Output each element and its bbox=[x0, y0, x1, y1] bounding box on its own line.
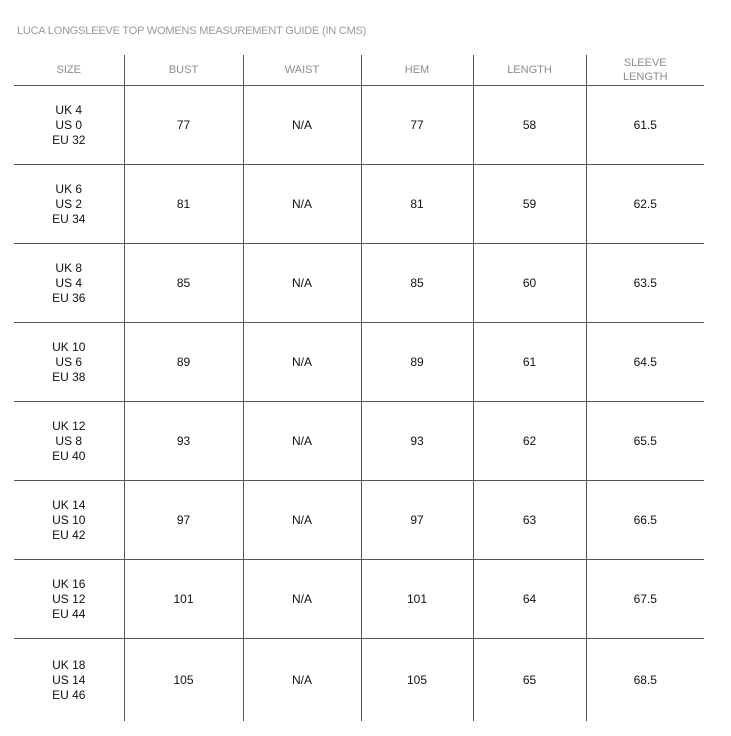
bust-cell: 93 bbox=[124, 402, 243, 481]
waist-cell: N/A bbox=[243, 481, 361, 560]
hem-cell: 81 bbox=[361, 165, 473, 244]
size-us: US 0 bbox=[55, 117, 83, 132]
bust-cell: 85 bbox=[124, 244, 243, 323]
length-cell: 61 bbox=[473, 323, 586, 402]
size-us: US 8 bbox=[55, 433, 83, 448]
table-row bbox=[14, 560, 704, 639]
size-cell bbox=[14, 165, 124, 244]
size-uk: UK 14 bbox=[52, 497, 86, 512]
bust-cell: 105 bbox=[124, 639, 243, 722]
sleeve-length-cell: 68.5 bbox=[586, 639, 704, 722]
bust-cell: 101 bbox=[124, 560, 243, 639]
size-cell bbox=[14, 639, 124, 722]
hem-cell: 77 bbox=[361, 86, 473, 165]
size-eu: EU 40 bbox=[52, 448, 86, 463]
waist-cell: N/A bbox=[243, 165, 361, 244]
waist-cell: N/A bbox=[243, 560, 361, 639]
size-cell bbox=[14, 481, 124, 560]
size-uk: UK 6 bbox=[55, 181, 83, 196]
table-row bbox=[14, 165, 704, 244]
size-cell bbox=[14, 560, 124, 639]
header-sleeve-line2: LENGTH bbox=[622, 71, 668, 83]
table-row bbox=[14, 244, 704, 323]
header-bust: BUST bbox=[124, 55, 243, 86]
waist-cell: N/A bbox=[243, 86, 361, 165]
bust-cell: 77 bbox=[124, 86, 243, 165]
size-us: US 12 bbox=[52, 591, 86, 606]
size-eu: EU 34 bbox=[52, 211, 86, 226]
length-cell: 65 bbox=[473, 639, 586, 722]
size-eu: EU 38 bbox=[52, 369, 86, 384]
bust-cell: 89 bbox=[124, 323, 243, 402]
sleeve-length-cell: 66.5 bbox=[586, 481, 704, 560]
hem-cell: 85 bbox=[361, 244, 473, 323]
length-cell: 58 bbox=[473, 86, 586, 165]
size-uk: UK 4 bbox=[55, 102, 83, 117]
table-row bbox=[14, 481, 704, 560]
header-waist: WAIST bbox=[243, 55, 361, 86]
bust-cell: 97 bbox=[124, 481, 243, 560]
size-eu: EU 44 bbox=[52, 606, 86, 621]
waist-cell: N/A bbox=[243, 244, 361, 323]
measurement-table bbox=[14, 55, 704, 721]
size-eu: EU 46 bbox=[52, 687, 86, 702]
hem-cell: 105 bbox=[361, 639, 473, 722]
table-row bbox=[14, 639, 704, 722]
size-eu: EU 32 bbox=[52, 132, 86, 147]
size-uk: UK 10 bbox=[52, 339, 86, 354]
length-cell: 59 bbox=[473, 165, 586, 244]
waist-cell: N/A bbox=[243, 639, 361, 722]
table-header-row bbox=[14, 55, 704, 86]
size-uk: UK 18 bbox=[52, 657, 86, 672]
size-us: US 14 bbox=[52, 672, 86, 687]
sleeve-length-cell: 67.5 bbox=[586, 560, 704, 639]
size-cell bbox=[14, 402, 124, 481]
table-row bbox=[14, 86, 704, 165]
header-length: LENGTH bbox=[473, 55, 586, 86]
hem-cell: 89 bbox=[361, 323, 473, 402]
size-cell bbox=[14, 86, 124, 165]
page-title: LUCA LONGSLEEVE TOP WOMENS MEASUREMENT GUIDE (IN CMS) bbox=[17, 25, 367, 37]
size-us: US 4 bbox=[55, 275, 83, 290]
size-us: US 6 bbox=[55, 354, 83, 369]
sleeve-length-cell: 64.5 bbox=[586, 323, 704, 402]
bust-cell: 81 bbox=[124, 165, 243, 244]
size-us: US 2 bbox=[55, 196, 83, 211]
size-uk: UK 8 bbox=[55, 260, 83, 275]
table-row bbox=[14, 323, 704, 402]
hem-cell: 93 bbox=[361, 402, 473, 481]
size-cell bbox=[14, 323, 124, 402]
length-cell: 64 bbox=[473, 560, 586, 639]
sleeve-length-cell: 65.5 bbox=[586, 402, 704, 481]
hem-cell: 101 bbox=[361, 560, 473, 639]
header-sleeve-length bbox=[586, 55, 704, 86]
hem-cell: 97 bbox=[361, 481, 473, 560]
size-cell bbox=[14, 244, 124, 323]
header-hem: HEM bbox=[361, 55, 473, 86]
table-row bbox=[14, 402, 704, 481]
size-eu: EU 42 bbox=[52, 527, 86, 542]
waist-cell: N/A bbox=[243, 323, 361, 402]
sleeve-length-cell: 62.5 bbox=[586, 165, 704, 244]
sleeve-length-cell: 63.5 bbox=[586, 244, 704, 323]
sleeve-length-cell: 61.5 bbox=[586, 86, 704, 165]
header-size: SIZE bbox=[14, 55, 124, 86]
size-uk: UK 16 bbox=[52, 576, 86, 591]
length-cell: 62 bbox=[473, 402, 586, 481]
header-sleeve-line1: SLEEVE bbox=[623, 57, 667, 69]
size-us: US 10 bbox=[52, 512, 86, 527]
size-eu: EU 36 bbox=[52, 290, 86, 305]
size-uk: UK 12 bbox=[52, 418, 86, 433]
waist-cell: N/A bbox=[243, 402, 361, 481]
length-cell: 63 bbox=[473, 481, 586, 560]
length-cell: 60 bbox=[473, 244, 586, 323]
